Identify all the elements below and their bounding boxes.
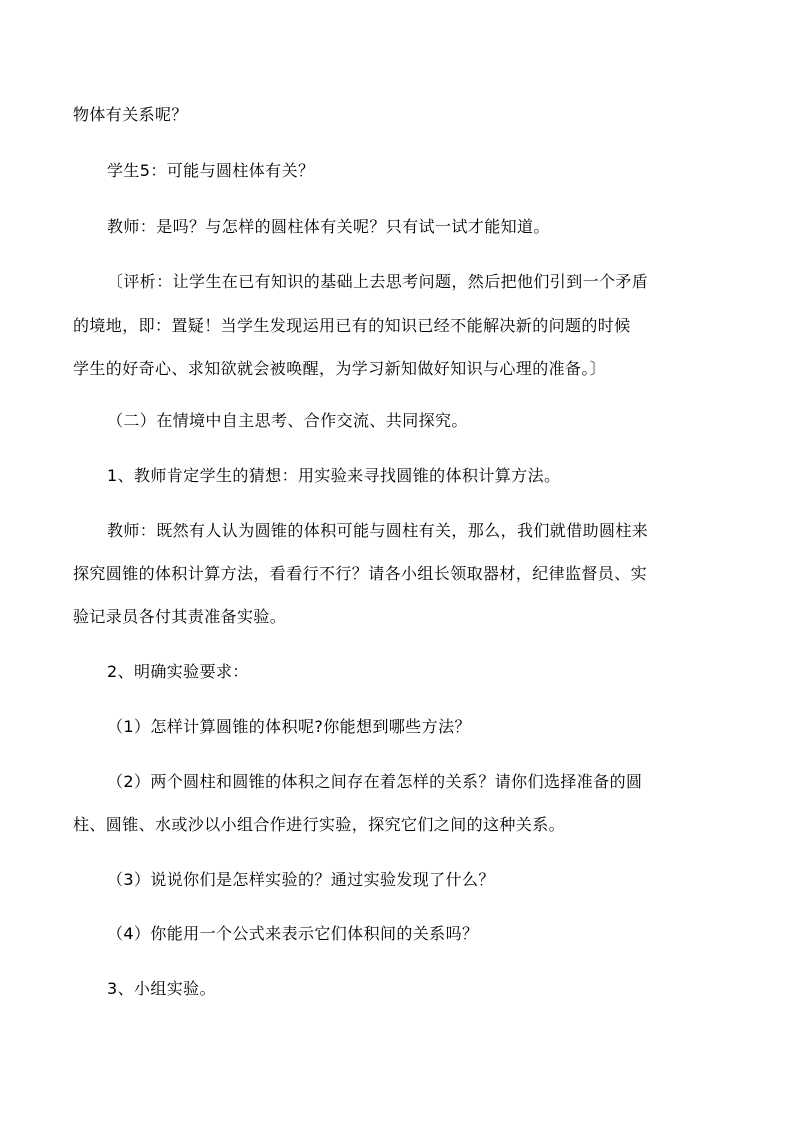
text-line: 3、小组实验。 (107, 979, 216, 998)
list-item: （3）说说你们是怎样实验的？通过实验发现了什么？ (107, 870, 495, 889)
text-line: 验记录员各付其责准备实验。 (73, 607, 287, 626)
text-line: 学生5：可能与圆柱体有关？ (107, 161, 315, 180)
text-line: 〔评析：让学生在已有知识的基础上去思考问题，然后把他们引到一个矛盾 (107, 272, 649, 291)
text-line: 探究圆锥的体积计算方法，看看行不行？请各小组长领取器材，纪律监督员、实 (73, 564, 648, 583)
text-line: 2、明确实验要求： (107, 662, 249, 681)
text-line: 1、教师肯定学生的猜想：用实验来寻找圆锥的体积计算方法。 (107, 466, 561, 485)
text-line: 物体有关系呢？ (73, 105, 188, 124)
list-item: （1）怎样计算圆锥的体积呢?你能想到哪些方法？ (107, 717, 471, 736)
text-line: 的境地，即：置疑！当学生发现运用已有的知识已经不能解决新的问题的时候 (73, 316, 631, 335)
text-line: 学生的好奇心、求知欲就会被唤醒，为学习新知做好知识与心理的准备。〕 (73, 359, 607, 378)
list-item: （4）你能用一个公式来表示它们体积间的关系吗？ (107, 924, 479, 943)
section-heading: （二）在情境中自主思考、合作交流、共同探究。 (107, 411, 468, 430)
list-item: （2）两个圆柱和圆锥的体积之间存在着怎样的关系？请你们选择准备的圆 (107, 772, 643, 791)
text-line: 教师：是吗？与怎样的圆柱体有关呢？只有试一试才能知道。 (107, 217, 550, 236)
text-line: 教师：既然有人认为圆锥的体积可能与圆柱有关，那么，我们就借助圆柱来 (107, 521, 649, 540)
text-line: 柱、圆锥、水或沙以小组合作进行实验，探究它们之间的这种关系。 (73, 815, 566, 834)
